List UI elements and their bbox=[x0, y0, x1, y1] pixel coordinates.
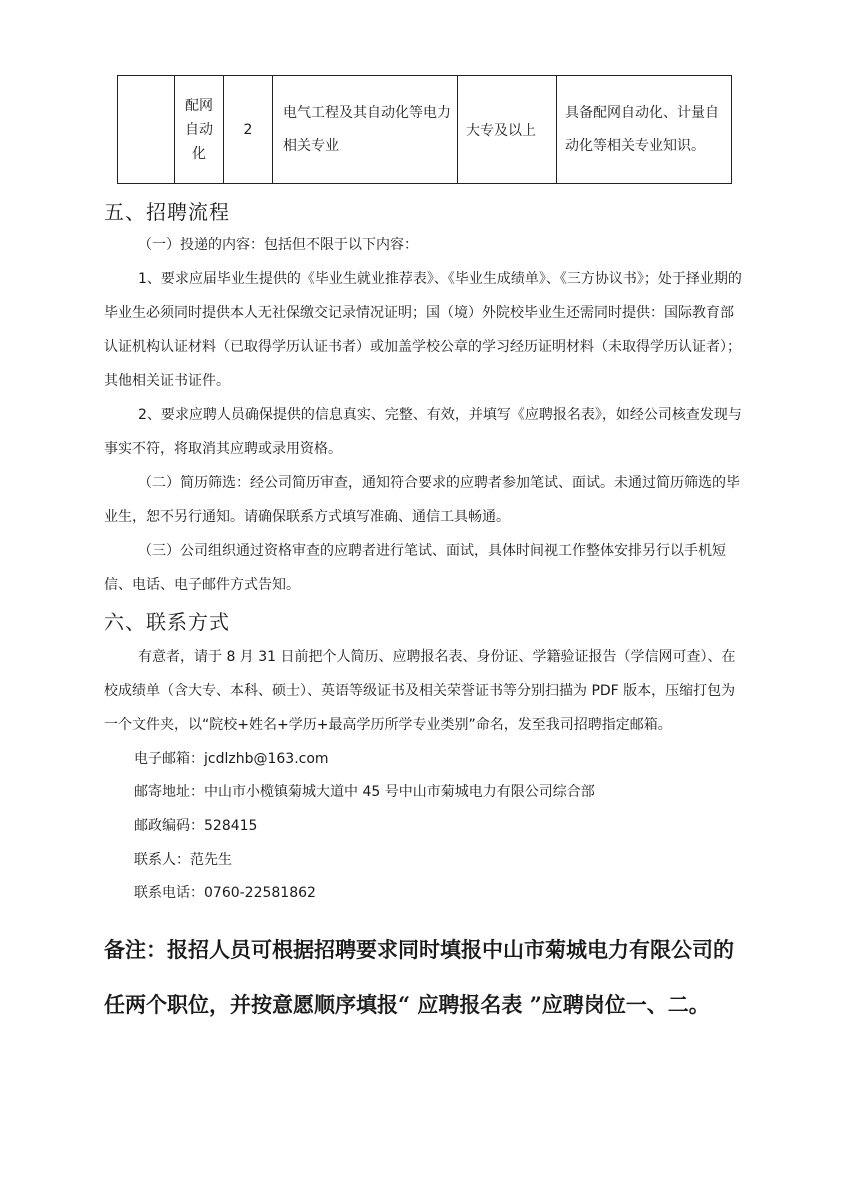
contact-person: 联系人：范先生 bbox=[134, 852, 232, 868]
section5-sub2: （二）简历筛选：经公司简历审查，通知符合要求的应聘者参加笔试、面试。未通过简历筛选的毕业生，恕不另行通知。请确保联系方式填写准确、通信工具畅通。 bbox=[104, 475, 740, 525]
education-cell: 大专及以上 bbox=[458, 76, 557, 184]
major-cell: 电气工程及其自动化等电力相关专业 bbox=[273, 76, 458, 184]
contact-postcode: 邮政编码：528415 bbox=[134, 818, 258, 834]
section5-sub3: （三）公司组织通过资格审查的应聘者进行笔试、面试，具体时间视工作整体安排另行以手机短信、电话、电子邮件方式告知。 bbox=[104, 543, 726, 593]
requirement-cell: 具备配网自动化、计量自动化等相关专业知识。 bbox=[557, 76, 732, 184]
position-cell bbox=[175, 76, 224, 184]
contact-address: 邮寄地址：中山市小榄镇菊城大道中 45 号中山市菊城电力有限公司综合部 bbox=[134, 784, 595, 800]
remark-note: 备注：报招人员可根据招聘要求同时填报中山市菊城电力有限公司的任两个职位，并按意愿顺序填报“ 应聘报名表 ”应聘岗位一、二。 bbox=[104, 937, 734, 1017]
section5-sub1: （一）投递的内容：包括但不限于以下内容： bbox=[138, 237, 418, 253]
table-row bbox=[118, 76, 732, 184]
contact-email: 电子邮箱：jcdlzhb@163.com bbox=[134, 751, 329, 767]
dept-cell bbox=[118, 76, 175, 184]
contact-phone: 联系电话：0760-22581862 bbox=[134, 885, 316, 901]
section6-intro: 有意者，请于 8 月 31 日前把个人简历、应聘报名表、身份证、学籍验证报告（学信网可查）、在校成绩单（含大专、本科、硕士）、英语等级证书及相关荣誉证书等分别扫描为 PDF 版本，压缩打包为一个文件夹，以“院校+姓名+学历+最高学历所学专业类别”命名，发至我司招聘指定邮箱。 bbox=[104, 649, 736, 733]
section5-heading: 五、招聘流程 bbox=[104, 200, 230, 224]
count-cell: 2 bbox=[224, 76, 273, 184]
position-text: 配网自动化 bbox=[185, 97, 213, 162]
section5-item1: 1、要求应届毕业生提供的《毕业生就业推荐表》、《毕业生成绩单》、《三方协议书》；处于择业期的毕业生必须同时提供本人无社保缴交记录情况证明；国（境）外院校毕业生还需同时提供：国际教育部认证机构认证材料（已取得学历认证书者）或加盖学校公章的学习经历证明材料（未取得学历认证者）；其他相关证书证件。 bbox=[104, 271, 742, 389]
section5-item2: 2、要求应聘人员确保提供的信息真实、完整、有效，并填写《应聘报名表》，如经公司核查发现与事实不符，将取消其应聘或录用资格。 bbox=[104, 407, 742, 457]
job-table bbox=[117, 75, 732, 184]
section6-heading: 六、联系方式 bbox=[104, 610, 230, 634]
